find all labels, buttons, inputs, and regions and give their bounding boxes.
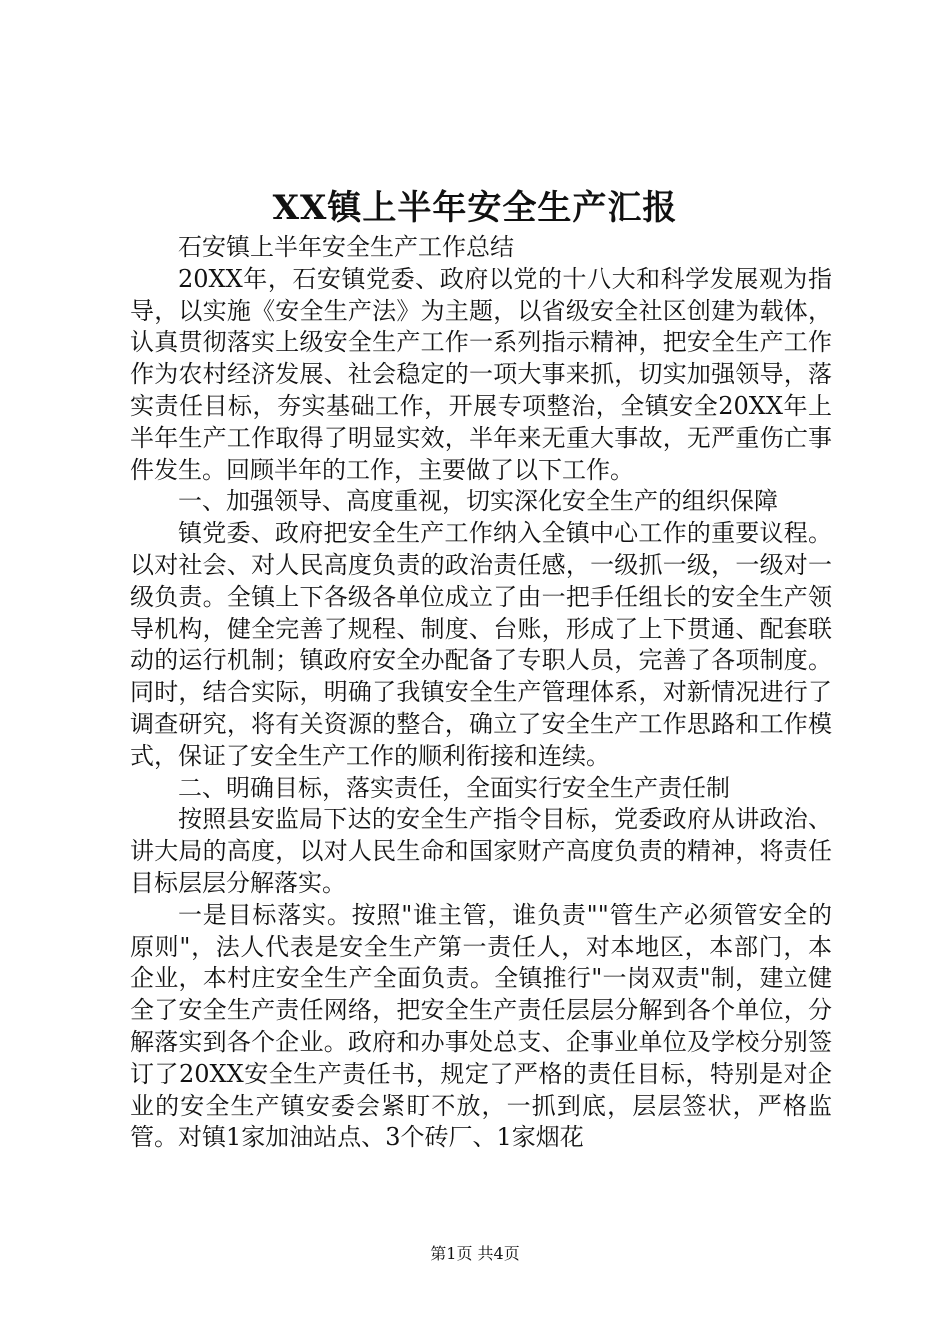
section-heading-2: 二、明确目标，落实责任，全面实行安全生产责任制 (178, 773, 730, 802)
section-heading-1: 一、加强领导、高度重视，切实深化安全生产的组织保障 (178, 487, 778, 516)
document-body (130, 232, 832, 1154)
paragraph-section-1: 镇党委、政府把安全生产工作纳入全镇中心工作的重要议程。以对社会、对人民高度负责的政治责任感，一级抓一级，一级对一级负责。全镇上下各级各单位成立了由一把手任组长的安全生产领导机构，健全完善了规程、制度、台账，形成了上下贯通、配套联动的运行机制；镇政府安全办配备了专职人员，完善了各项制度。同时，结合实际，明确了我镇安全生产管理体系，对新情况进行了调查研究，将有关资源的整合，确立了安全生产工作思路和工作模式，保证了安全生产工作的顺利衔接和连续。 (130, 519, 832, 770)
document-title: XX镇上半年安全生产汇报 (272, 188, 678, 228)
paragraph-subtitle: 石安镇上半年安全生产工作总结 (178, 233, 514, 261)
page-footer: 第1页 共4页 (430, 1244, 520, 1263)
paragraph-section-2: 按照县安监局下达的安全生产指令目标，党委政府从讲政治、讲大局的高度，以对人民生命和国家财产高度负责的精神，将责任目标层层分解落实。 (130, 805, 832, 897)
paragraph-intro: 20XX年，石安镇党委、政府以党的十八大和科学发展观为指导，以实施《安全生产法》为主题，以省级安全社区创建为载体，认真贯彻落实上级安全生产工作一系列指示精神，把安全生产工作作为农村经济发展、社会稳定的一项大事来抓，切实加强领导，落实责任目标，夯实基础工作，开展专项整治，全镇安全20XX年上半年生产工作取得了明显实效，半年来无重大事故，无严重伤亡事件发生。回顾半年的工作，主要做了以下工作。 (130, 264, 832, 484)
paragraph-target-implementation: 一是目标落实。按照"谁主管，谁负责""管生产必须管安全的原则"，法人代表是安全生产第一责任人，对本地区，本部门，本企业，本村庄安全生产全面负责。全镇推行"一岗双责"制，建立健全了安全生产责任网络，把安全生产责任层层分解到各个单位，分解落实到各个企业。政府和办事处总支、企事业单位及学校分别签订了20XX安全生产责任书，规定了严格的责任目标，特别是对企业的安全生产镇安委会紧盯不放，一抓到底，层层签状，严格监管。对镇1家加油站点、3个砖厂、1家烟花 (130, 900, 832, 1152)
